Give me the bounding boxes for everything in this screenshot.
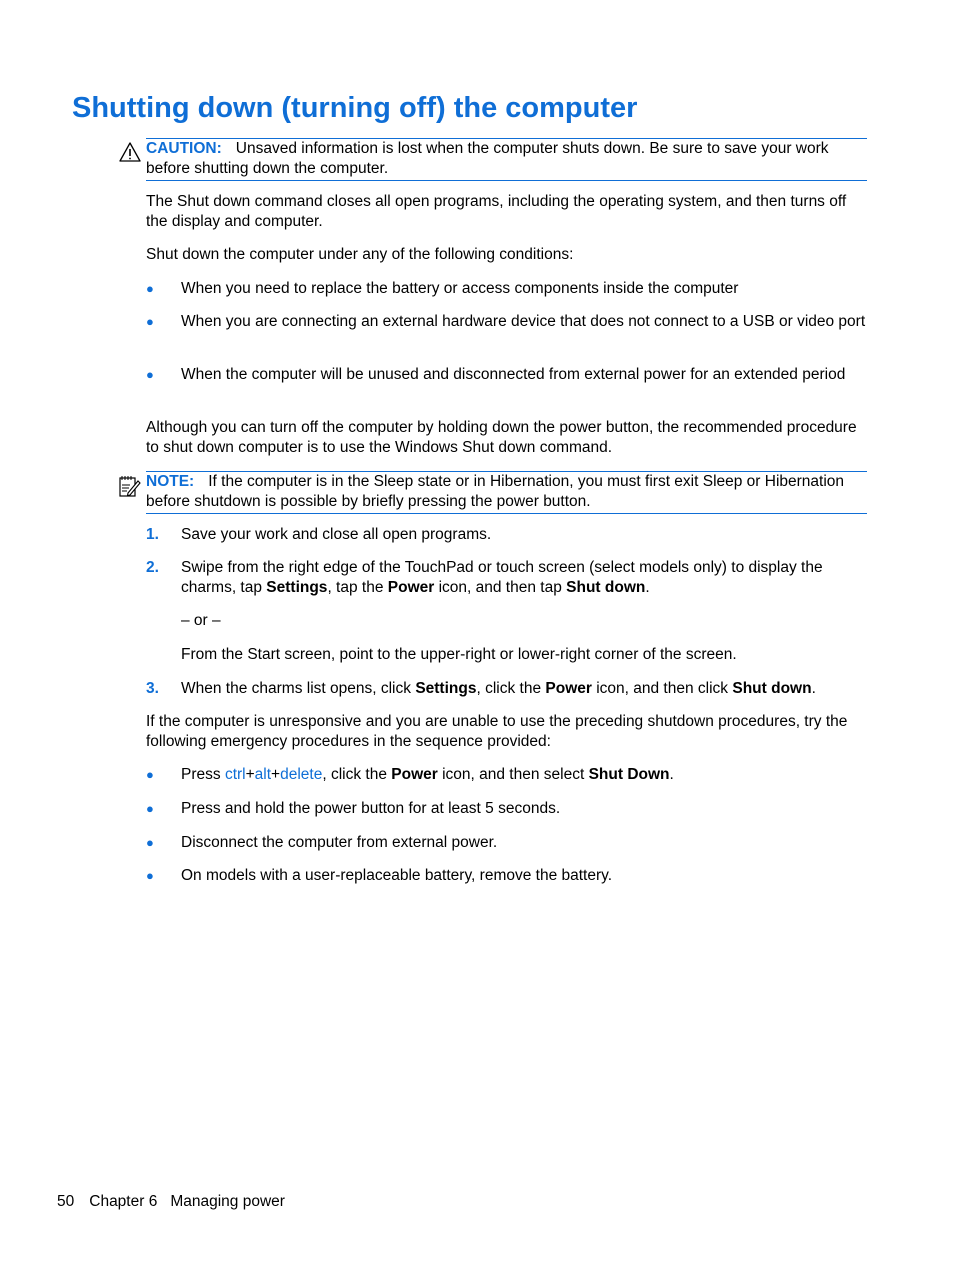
caution-callout bbox=[146, 138, 867, 181]
alternate-step-text: From the Start screen, point to the upper-right or lower-right corner of the screen. bbox=[181, 646, 737, 663]
warning-icon bbox=[118, 140, 142, 164]
list-item-text: On models with a user-replaceable battery, remove the battery. bbox=[181, 867, 613, 884]
list-item bbox=[146, 866, 866, 886]
note-icon bbox=[118, 474, 142, 498]
step-item bbox=[146, 679, 866, 699]
bullet: ● bbox=[146, 281, 154, 296]
bullet: ● bbox=[146, 367, 154, 382]
or-separator: – or – bbox=[181, 612, 221, 629]
list-item bbox=[146, 365, 866, 385]
list-item bbox=[146, 279, 866, 299]
step-number: 1. bbox=[146, 526, 159, 543]
note-text: If the computer is in the Sleep state or in Hibernation, you must first exit Sleep or Hibernation before shutdown is possible by briefly pressing the power button. bbox=[146, 473, 845, 510]
bullet: ● bbox=[146, 801, 154, 816]
page-number: 50 bbox=[57, 1193, 75, 1210]
step-item bbox=[146, 525, 866, 545]
list-item-text: When the computer will be unused and disconnected from external power for an extended period bbox=[181, 366, 846, 383]
footer-chapter: Chapter 6 bbox=[89, 1193, 158, 1210]
list-item-text: When you are connecting an external hardware device that does not connect to a USB or video port bbox=[181, 313, 866, 330]
caution-text: Unsaved information is lost when the computer shuts down. Be sure to save your work before shutting down the computer. bbox=[146, 140, 829, 177]
list-item-text: Press ctrl+alt+delete, click the Power icon, and then select Shut Down. bbox=[181, 766, 674, 783]
footer-section: Managing power bbox=[170, 1193, 285, 1210]
emergency-lead: If the computer is unresponsive and you are unable to use the preceding shutdown procedures, try the following emergency procedures in the sequence provided: bbox=[146, 713, 848, 750]
list-item bbox=[146, 799, 866, 819]
list-item bbox=[146, 833, 866, 853]
caution-label: CAUTION: bbox=[146, 140, 222, 157]
bullet: ● bbox=[146, 314, 154, 329]
step-text: Save your work and close all open programs. bbox=[181, 526, 492, 543]
conditions-lead: Shut down the computer under any of the following conditions: bbox=[146, 246, 574, 263]
note-callout bbox=[146, 471, 867, 514]
list-item bbox=[146, 765, 866, 785]
bullet: ● bbox=[146, 868, 154, 883]
step-number: 2. bbox=[146, 559, 159, 576]
step-item bbox=[146, 558, 866, 598]
intro-paragraph: The Shut down command closes all open programs, including the operating system, and then turns off the display and computer. bbox=[146, 193, 847, 230]
list-item-text: When you need to replace the battery or access components inside the computer bbox=[181, 280, 739, 297]
note-label: NOTE: bbox=[146, 473, 195, 490]
list-item-text: Disconnect the computer from external power. bbox=[181, 834, 498, 851]
key-delete: delete bbox=[280, 766, 323, 783]
bullet: ● bbox=[146, 835, 154, 850]
page-title: Shutting down (turning off) the computer bbox=[72, 92, 638, 124]
list-item-text: Press and hold the power button for at least 5 seconds. bbox=[181, 800, 561, 817]
bullet: ● bbox=[146, 767, 154, 782]
step-text: Swipe from the right edge of the TouchPad or touch screen (select models only) to display the charms, tap Settings, tap the Power icon, and then tap Shut down. bbox=[181, 559, 823, 596]
step-text: When the charms list opens, click Settings, click the Power icon, and then click Shut down. bbox=[181, 680, 816, 697]
key-ctrl: ctrl bbox=[224, 766, 246, 783]
recommendation-paragraph: Although you can turn off the computer by holding down the power button, the recommended procedure to shut down computer is to use the Windows Shut down command. bbox=[146, 419, 857, 456]
page-footer bbox=[57, 1192, 285, 1212]
list-item bbox=[146, 312, 866, 332]
key-alt: alt bbox=[254, 766, 272, 783]
step-number: 3. bbox=[146, 680, 159, 697]
